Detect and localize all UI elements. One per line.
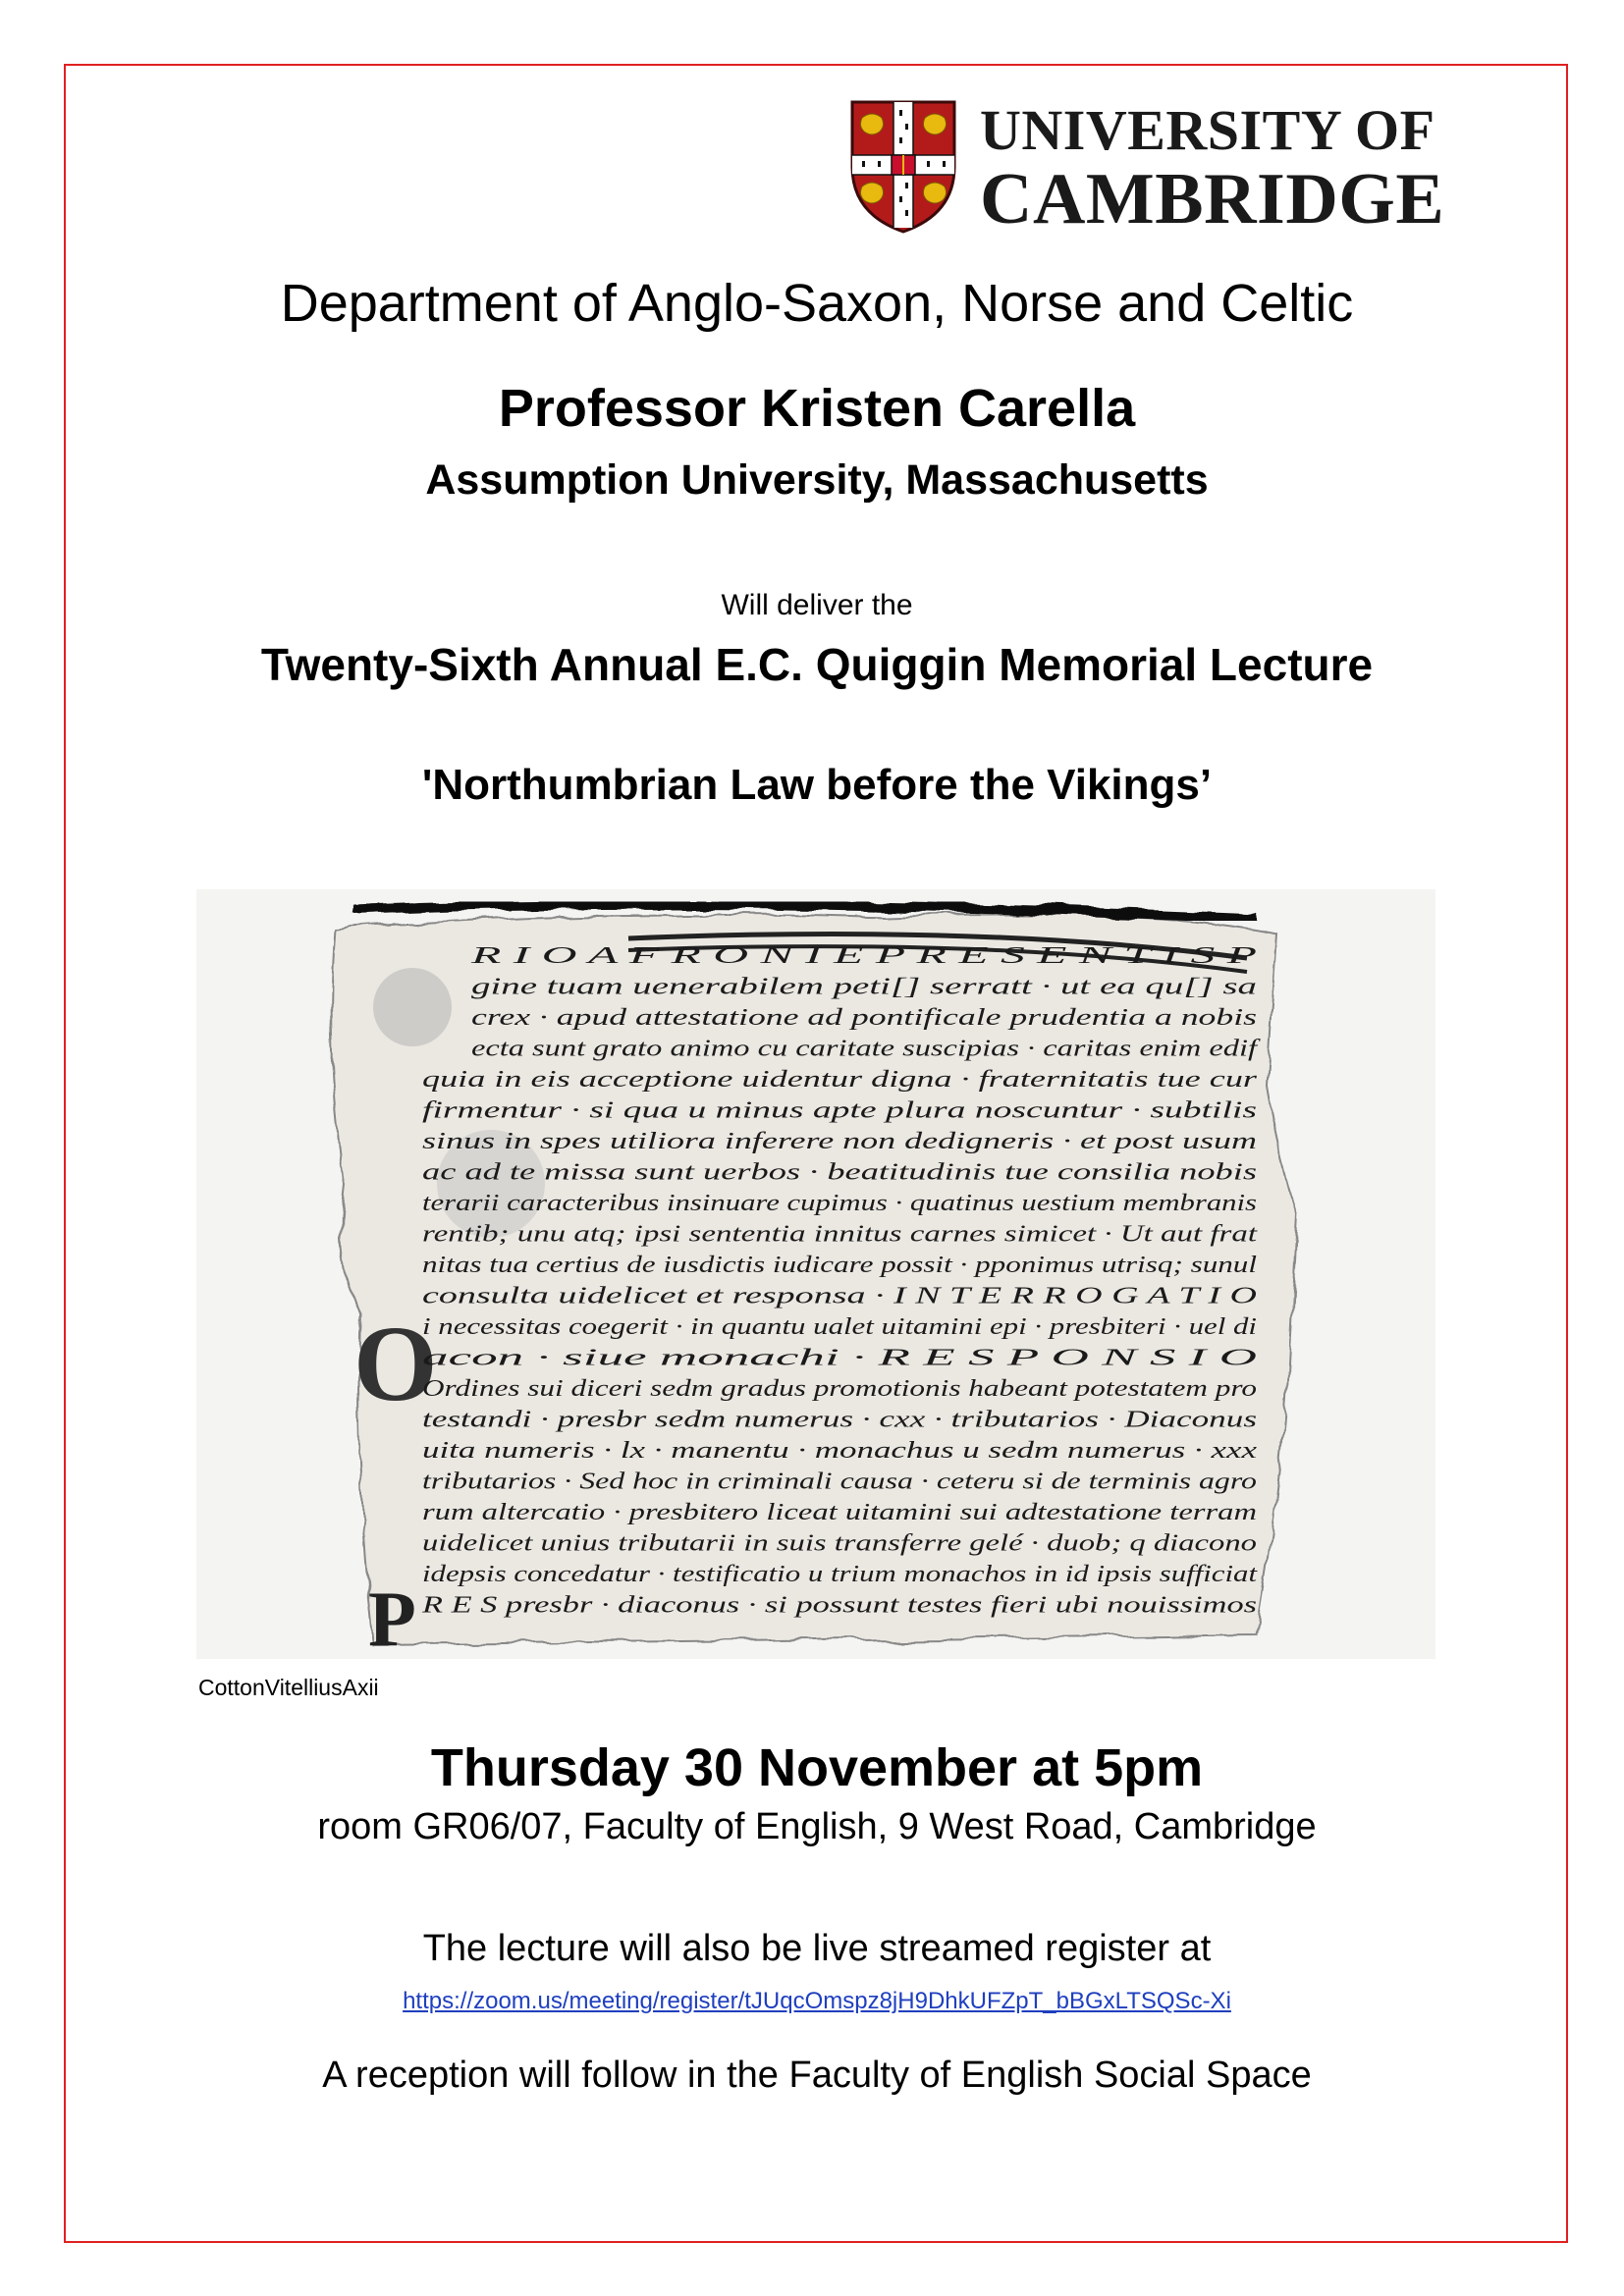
manuscript-line: tributarios · Sed hoc in criminali causa · ceteru si de terminis agro <box>422 1468 1257 1495</box>
university-logo <box>848 98 1457 240</box>
manuscript-line: idepsis concedatur · testificatio u trium monachos in id ipsis sufficiat <box>422 1562 1259 1587</box>
manuscript-line: testandi · presbr sedm numerus · cxx · tributarios · Diaconus <box>422 1407 1257 1433</box>
manuscript-line: consulta uidelicet et responsa · I N T E R R O G A T I O <box>422 1283 1257 1309</box>
manuscript-line: R I O A F R O N I E P R E S E N T I S P <box>468 943 1258 969</box>
department-name: Department of Anglo-Saxon, Norse and Celtic <box>280 274 1354 333</box>
manuscript-line: Ordines sui diceri sedm gradus promotionis habeant potestatem pro <box>422 1376 1257 1402</box>
manuscript-line: acon · siue monachi · R E S P O N S I O <box>422 1345 1257 1371</box>
manuscript-line: ac ad te missa sunt uerbos · beatitudinis tue consilia nobis <box>422 1159 1257 1186</box>
manuscript-page-graphic <box>196 889 1435 1659</box>
manuscript-image <box>196 889 1435 1659</box>
university-name-line2: CAMBRIDGE <box>980 159 1445 240</box>
manuscript-line: crex · apud attestatione ad pontificale prudentia a nobis <box>471 1005 1257 1031</box>
registration-link[interactable]: https://zoom.us/meeting/register/tJUqcOmspz8jH9DhkUFZpT_bBGxLTSQSc-Xi <box>403 1988 1231 2014</box>
intro-text: Will deliver the <box>721 589 913 621</box>
lecture-series: Twenty-Sixth Annual E.C. Quiggin Memorial Lecture <box>260 639 1374 690</box>
event-date-time: Thursday 30 November at 5pm <box>430 1738 1204 1797</box>
manuscript-line: ecta sunt grato animo cu caritate suscipias · caritas enim edif <box>471 1036 1262 1062</box>
lecture-title: 'Northumbrian Law before the Vikings’ <box>421 761 1213 809</box>
manuscript-line: quia in eis acceptione uidentur digna · fraternitatis tue cur <box>422 1067 1258 1093</box>
livestream-text: The lecture will also be live streamed register at <box>422 1928 1212 1969</box>
event-location: room GR06/07, Faculty of English, 9 West Road, Cambridge <box>317 1806 1317 1847</box>
university-name <box>980 100 1471 238</box>
image-caption: CottonVitelliusAxii <box>198 1675 379 1700</box>
cambridge-crest-icon <box>848 98 958 234</box>
manuscript-line: firmentur · si qua u minus apte plura noscuntur · subtilis <box>422 1097 1257 1124</box>
manuscript-line: terarii caracteribus insinuare cupimus · quatinus uestium membranis <box>422 1191 1257 1216</box>
manuscript-line: rentib; unu atq; ipsi sententia innitus carnes simicet · Ut aut frat <box>422 1221 1259 1248</box>
manuscript-line: rum altercatio · presbitero liceat uitamini sui adtestatione terram <box>422 1500 1257 1525</box>
manuscript-line: R E S presbr · diaconus · si possunt testes fieri ubi nouissimos <box>420 1592 1257 1619</box>
manuscript-line: uidelicet unius tributarii in suis transferre gelé · duob; q diacono <box>422 1530 1257 1557</box>
reception-note: A reception will follow in the Faculty of English Social Space <box>322 2055 1312 2096</box>
manuscript-line: gine tuam uenerabilem peti[] serratt · ut ea qu[] sa <box>471 974 1257 1000</box>
initial-letter-O: O <box>353 1304 438 1423</box>
initial-letter-P: P <box>368 1576 416 1659</box>
manuscript-line: i necessitas coegerit · in quantu ualet uitamini epi · presbiteri · uel di <box>422 1314 1257 1340</box>
manuscript-line: sinus in spes utiliora inferere non dedigneris · et post usum <box>422 1129 1257 1154</box>
manuscript-line: nitas tua certius de iusdictis iudicare possit · pponimus utrisq; sunul <box>422 1253 1258 1278</box>
university-name-line1: UNIVERSITY OF <box>980 98 1435 162</box>
speaker-affiliation: Assumption University, Massachusetts <box>425 456 1209 504</box>
manuscript-line: uita numeris · lx · manentu · monachus u sedm numerus · xxx <box>422 1438 1258 1464</box>
speaker-name: Professor Kristen Carella <box>498 379 1136 438</box>
